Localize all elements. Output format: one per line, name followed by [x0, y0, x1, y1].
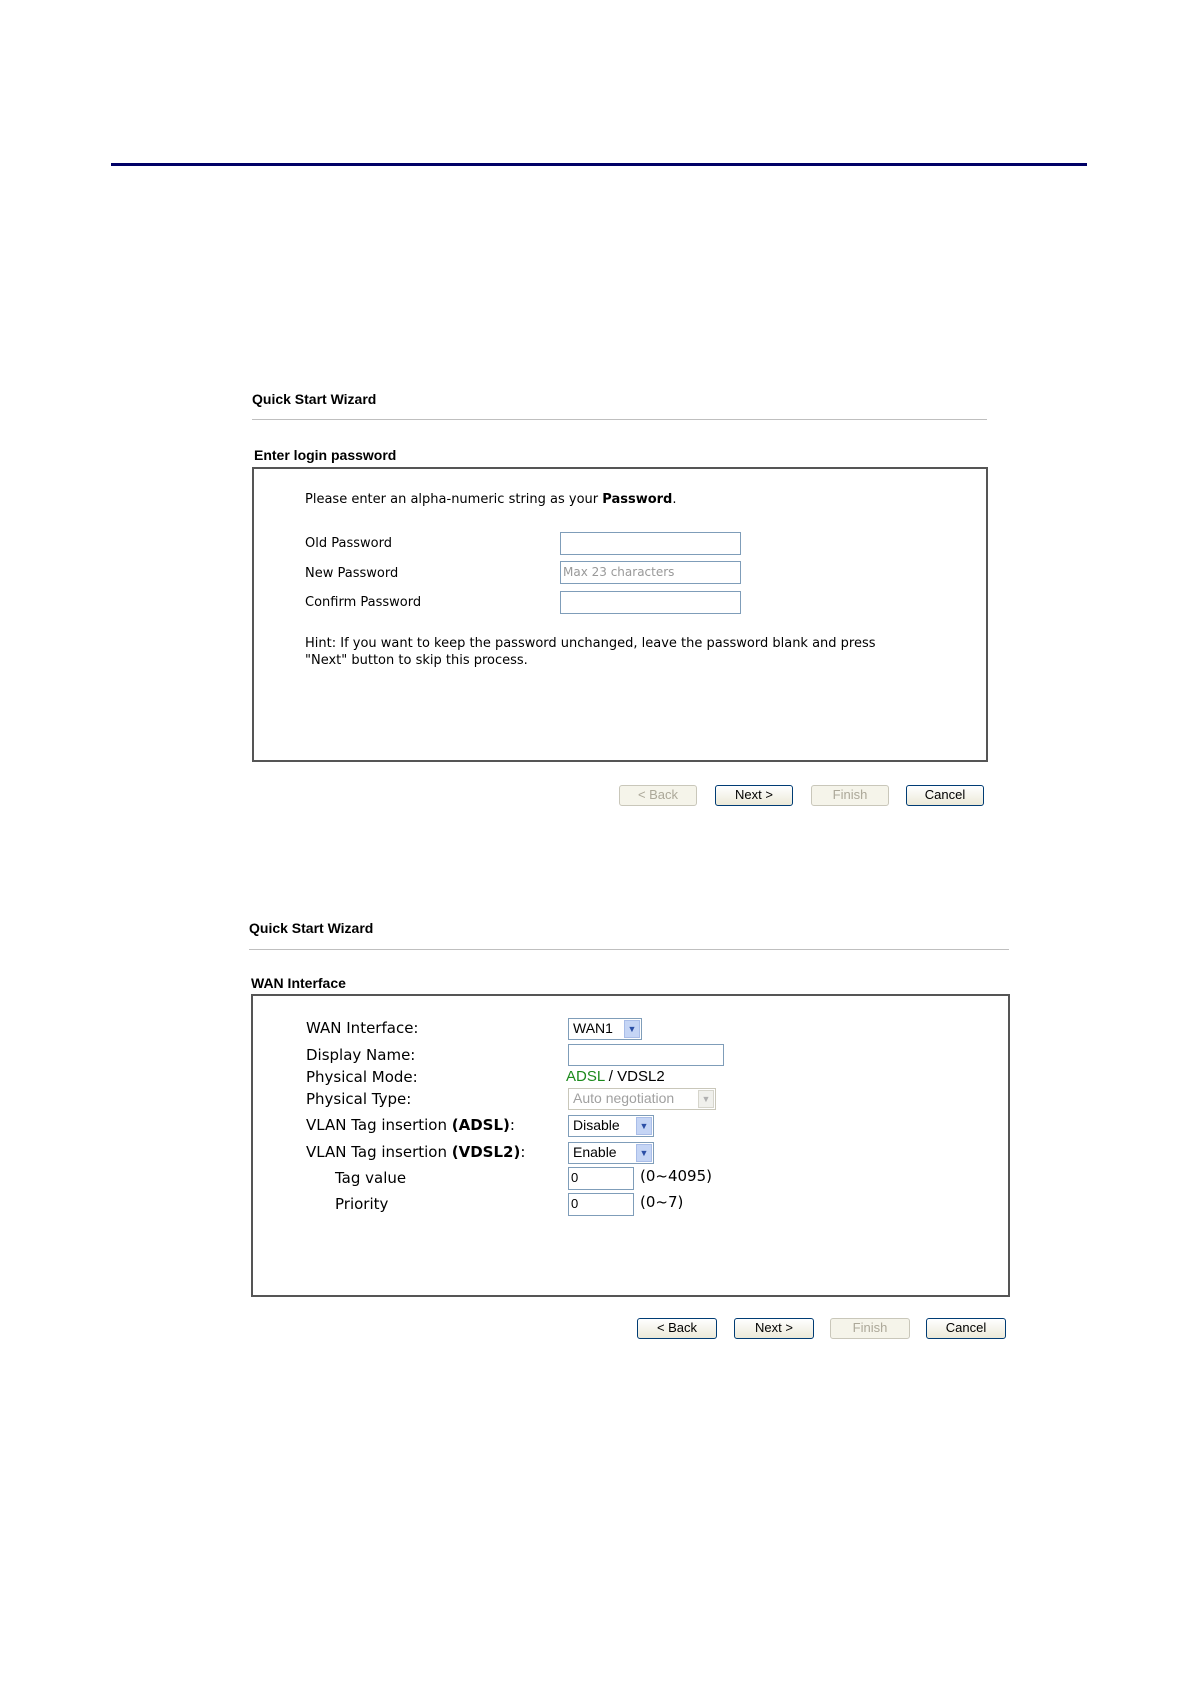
intro-text: Please enter an alpha-numeric string as your Password.	[305, 492, 677, 507]
section-title: Enter login password	[254, 447, 397, 463]
wan-interface-value: WAN1	[573, 1020, 613, 1036]
tag-value-input[interactable]: 0	[568, 1167, 634, 1190]
physical-type-label: Physical Type:	[306, 1090, 412, 1108]
wan-interface-label: WAN Interface:	[306, 1019, 419, 1037]
cancel-button[interactable]: Cancel	[906, 785, 984, 806]
chevron-down-icon: ▼	[624, 1020, 640, 1038]
title-separator	[249, 949, 1009, 950]
physical-type-value: Auto negotiation	[573, 1090, 675, 1106]
old-password-label: Old Password	[305, 536, 392, 551]
chevron-down-icon: ▼	[636, 1144, 652, 1162]
hint-line-2: "Next" button to skip this process.	[305, 653, 528, 668]
chevron-down-icon: ▼	[698, 1090, 714, 1108]
cancel-button[interactable]: Cancel	[926, 1318, 1006, 1339]
confirm-password-input[interactable]	[560, 591, 741, 614]
hint-line-1: Hint: If you want to keep the password unchanged, leave the password blank and press	[305, 636, 876, 651]
priority-range: (0~7)	[640, 1193, 684, 1211]
wan-interface-select[interactable]	[568, 1018, 642, 1040]
tag-value-range: (0~4095)	[640, 1167, 712, 1185]
vlan-vdsl-select[interactable]	[568, 1142, 654, 1164]
vlan-vdsl-label: VLAN Tag insertion (VDSL2):	[306, 1143, 526, 1161]
display-name-label: Display Name:	[306, 1046, 416, 1064]
back-button[interactable]: < Back	[619, 785, 697, 806]
section-title: WAN Interface	[251, 975, 346, 991]
finish-button[interactable]: Finish	[811, 785, 889, 806]
password-panel	[252, 467, 988, 762]
vlan-adsl-value: Disable	[573, 1117, 620, 1133]
new-password-input[interactable]: Max 23 characters	[560, 561, 741, 584]
next-button[interactable]: Next >	[715, 785, 793, 806]
tag-value-label: Tag value	[335, 1169, 407, 1187]
chevron-down-icon: ▼	[636, 1117, 652, 1135]
priority-input[interactable]: 0	[568, 1193, 634, 1216]
physical-mode-label: Physical Mode:	[306, 1068, 418, 1086]
confirm-password-label: Confirm Password	[305, 595, 422, 610]
wizard-title: Quick Start Wizard	[249, 920, 374, 936]
finish-button[interactable]: Finish	[830, 1318, 910, 1339]
old-password-input[interactable]	[560, 532, 741, 555]
new-password-label: New Password	[305, 566, 399, 581]
next-button[interactable]: Next >	[734, 1318, 814, 1339]
priority-label: Priority	[335, 1195, 389, 1213]
vlan-adsl-label: VLAN Tag insertion (ADSL):	[306, 1116, 515, 1134]
title-separator	[252, 419, 987, 420]
display-name-input[interactable]	[568, 1044, 724, 1066]
vlan-vdsl-value: Enable	[573, 1144, 617, 1160]
vlan-adsl-select[interactable]	[568, 1115, 654, 1137]
physical-mode-value: ADSL / VDSL2	[566, 1068, 665, 1085]
physical-type-select[interactable]	[568, 1088, 716, 1110]
wizard-title: Quick Start Wizard	[252, 391, 377, 407]
page-header-rule	[111, 163, 1087, 166]
back-button[interactable]: < Back	[637, 1318, 717, 1339]
